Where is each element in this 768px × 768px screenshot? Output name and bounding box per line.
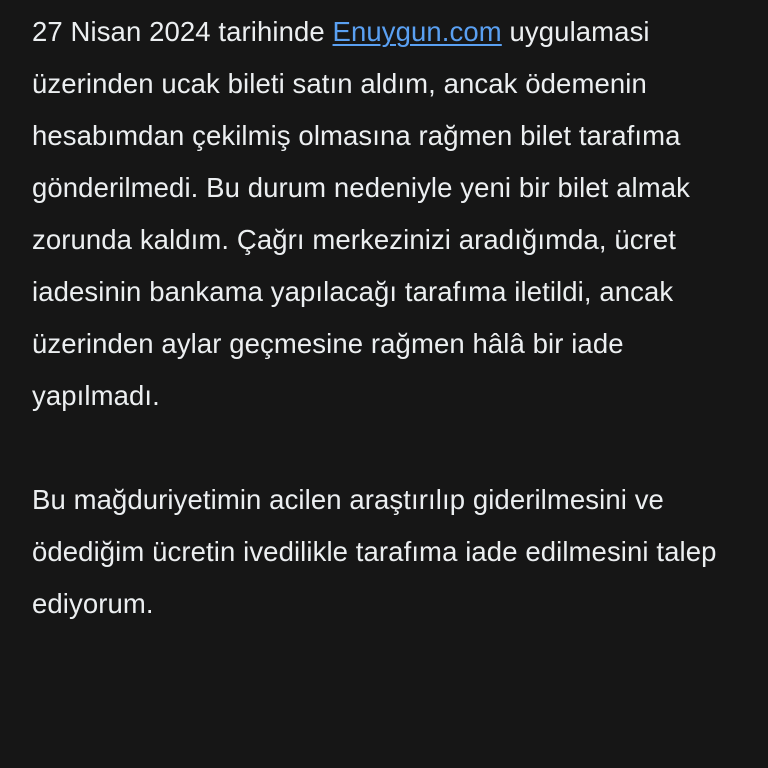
- paragraph: [32, 6, 724, 422]
- document-body: [32, 6, 724, 630]
- text-run: uygulamasi üzerinden ucak bileti satın aldım, ancak ödemenin hesabımdan çekilmiş olmasına rağmen bilet tarafıma gönderilmedi. Bu durum nedeniyle yeni bir bilet almak zorunda kaldım. Çağrı merkezinizi aradığımda, ücret iadesinin bankama yapılacağı tarafıma iletildi, ancak üzerinden aylar geçmesine rağmen hâlâ bir iade yapılmadı.: [32, 16, 691, 411]
- enuygun-link[interactable]: Enuygun.com: [332, 16, 502, 47]
- text-run: Bu mağduriyetimin acilen araştırılıp giderilmesini ve ödediğim ücretin ivedilikle tarafıma iade edilmesini talep ediyorum.: [32, 484, 717, 619]
- paragraph: [32, 474, 724, 630]
- text-run: 27 Nisan 2024 tarihinde: [32, 16, 333, 47]
